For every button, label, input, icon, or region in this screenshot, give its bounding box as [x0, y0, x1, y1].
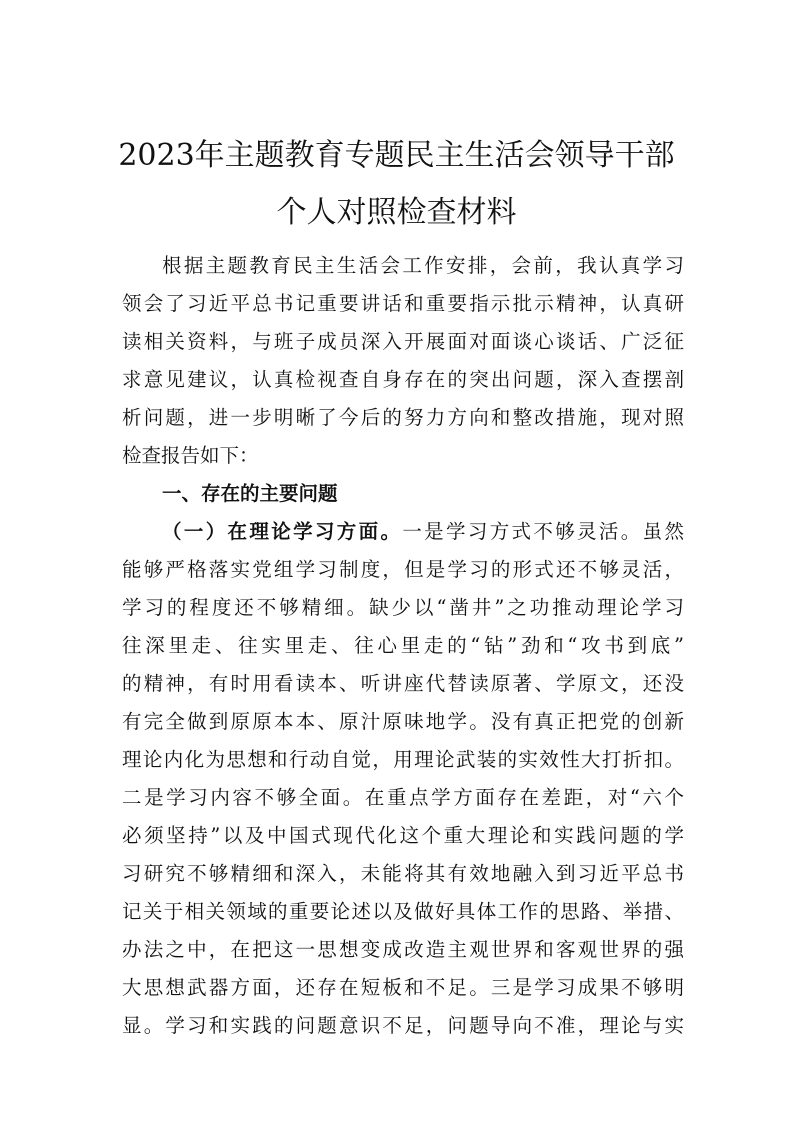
intro-line: 读相关资料，与班子成员深入开展面对面谈心谈话、广泛征 — [122, 330, 684, 353]
subsection-first-line — [162, 513, 684, 551]
body-line: 显。学习和实践的问题意识不足，问题导向不准，理论与实 — [122, 1014, 684, 1037]
body-line: 二是学习内容不够全面。在重点学方面存在差距，对“六个 — [122, 786, 684, 809]
subsection-first-line-text: 一是学习方式不够灵活。虽然 — [402, 520, 684, 543]
intro-line: 求意见建议，认真检视查自身存在的突出问题，深入查摆剖 — [122, 368, 684, 391]
body-line: 大思想武器方面，还存在短板和不足。三是学习成果不够明 — [122, 976, 684, 999]
intro-line: 领会了习近平总书记重要讲话和重要指示批示精神，认真研 — [122, 292, 684, 315]
subsection-label: （一）在理论学习方面。 — [162, 520, 403, 543]
section-heading: 一、存在的主要问题 — [162, 482, 338, 505]
body-line: 记关于相关领域的重要论述以及做好具体工作的思路、举措、 — [122, 900, 684, 923]
body-line: 必须坚持”以及中国式现代化这个重大理论和实践问题的学 — [122, 824, 684, 847]
body-line: 往深里走、往实里走、往心里走的“钻”劲和“攻书到底” — [122, 634, 684, 657]
document-title-line-2: 个人对照检查材料 — [276, 195, 517, 230]
body-line: 能够严格落实党组学习制度，但是学习的形式还不够灵活， — [122, 558, 684, 581]
body-line: 办法之中，在把这一思想变成改造主观世界和客观世界的强 — [122, 938, 684, 961]
body-line: 学习的程度还不够精细。缺少以“凿井”之功推动理论学习 — [122, 596, 684, 619]
intro-line: 根据主题教育民主生活会工作安排，会前，我认真学习 — [162, 254, 684, 277]
intro-line: 析问题，进一步明晰了今后的努力方向和整改措施，现对照 — [122, 406, 684, 429]
body-line: 的精神，有时用看读本、听讲座代替读原著、学原文，还没 — [122, 672, 684, 695]
body-line: 习研究不够精细和深入，未能将其有效地融入到习近平总书 — [122, 862, 684, 885]
body-line: 理论内化为思想和行动自觉，用理论武装的实效性大打折扣。 — [122, 748, 684, 771]
document-title-line-1: 2023年主题教育专题民主生活会领导干部 — [118, 138, 675, 173]
intro-line: 检查报告如下： — [122, 444, 259, 467]
body-line: 有完全做到原原本本、原汁原味地学。没有真正把党的创新 — [122, 710, 684, 733]
